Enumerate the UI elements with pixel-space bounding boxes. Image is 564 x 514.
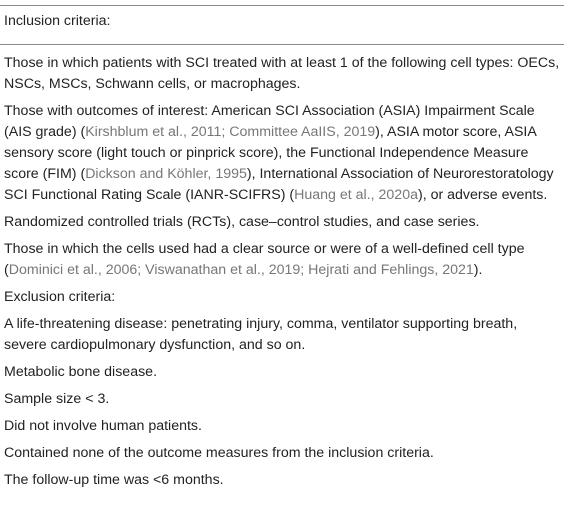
top-rule: [0, 5, 564, 6]
citation-link[interactable]: Kirshblum et al., 2011; Committee AaIIS, 2019: [85, 124, 376, 140]
table-header: Inclusion criteria:: [4, 13, 111, 29]
criteria-text: ), or adverse events.: [417, 187, 548, 203]
criteria-row: [4, 239, 560, 281]
criteria-row: [4, 101, 560, 206]
citation-link[interactable]: Dominici et al., 2006; Viswanathan et al., 2019; Hejrati and Fehlings, 2021: [8, 262, 474, 278]
criteria-text: ), ASIA motor score, ASIA sensory score (light touch or pinprick score), the Functional Independence Measure score (FIM) (: [4, 124, 537, 182]
criteria-text: Did not involve human patients.: [4, 418, 202, 434]
criteria-text: ), International Association of Neurorestoratology SCI Functional Rating Scale (IANR-SCIFRS) (: [4, 166, 554, 203]
criteria-text: Randomized controlled trials (RCTs), case–control studies, and case series.: [4, 214, 480, 230]
criteria-text: A life-threatening disease: penetrating injury, comma, ventilator supporting breath, severe cardiopulmonary dysfunction, and so on.: [4, 316, 518, 353]
criteria-text: Those with outcomes of interest: American SCI Association (ASIA) Impairment Scale (AIS grade) (: [4, 103, 535, 140]
criteria-text: Metabolic bone disease.: [4, 364, 158, 380]
criteria-text: The follow-up time was <6 months.: [4, 472, 224, 488]
criteria-row: [4, 362, 560, 383]
criteria-text: ).: [473, 262, 483, 278]
criteria-list: [4, 53, 560, 497]
criteria-row: [4, 470, 560, 491]
criteria-row: [4, 416, 560, 437]
criteria-text: Those in which patients with SCI treated with at least 1 of the following cell types: OECs, NSCs, MSCs, Schwann cells, or macrophages.: [4, 55, 560, 92]
criteria-text: Those in which the cells used had a clear source or were of a well-defined cell type (: [4, 241, 525, 278]
criteria-text: Sample size < 3.: [4, 391, 110, 407]
citation-link[interactable]: Dickson and Köhler, 1995: [85, 166, 247, 182]
citation-link[interactable]: Huang et al., 2020a: [294, 187, 418, 203]
criteria-text: Exclusion criteria:: [4, 289, 116, 305]
criteria-text: Contained none of the outcome measures from the inclusion criteria.: [4, 445, 434, 461]
criteria-row: [4, 212, 560, 233]
criteria-row: [4, 314, 560, 356]
criteria-row: [4, 287, 560, 308]
criteria-row: [4, 443, 560, 464]
criteria-row: [4, 53, 560, 95]
criteria-row: [4, 389, 560, 410]
header-rule: [0, 44, 564, 45]
